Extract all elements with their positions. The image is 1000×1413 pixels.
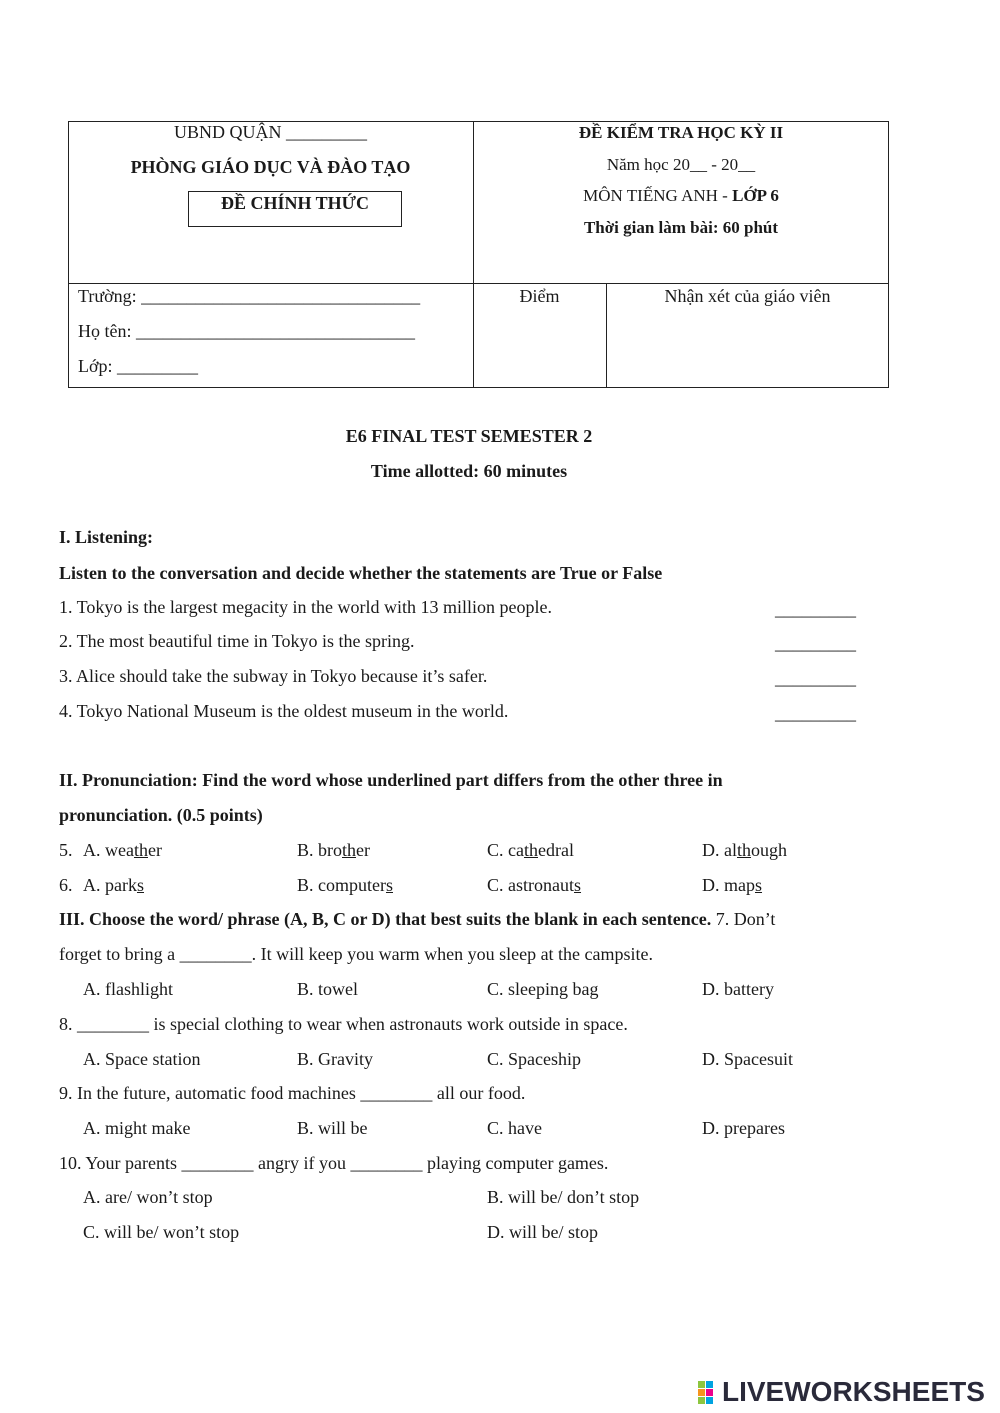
- q7-option-c[interactable]: C. sleeping bag: [487, 979, 599, 999]
- q5-number: 5.: [59, 840, 73, 860]
- logo-square-pink: [706, 1389, 713, 1396]
- listening-statement-3: 3. Alice should take the subway in Tokyo because it’s safer.: [59, 666, 488, 686]
- grammar-heading-line: [59, 909, 775, 930]
- district-line: UBND QUẬN _________: [174, 122, 367, 142]
- answer-blank-4[interactable]: _________: [775, 703, 856, 723]
- liveworksheets-watermark: LIVEWORKSHEETS: [722, 1376, 985, 1407]
- q5-option-d[interactable]: D. although: [702, 840, 788, 860]
- grammar-heading: III. Choose the word/ phrase (A, B, C or D) that best suits the blank in each sentence.: [59, 909, 712, 929]
- q7-option-a[interactable]: A. flashlight: [83, 979, 173, 999]
- test-time: Time allotted: 60 minutes: [370, 461, 568, 481]
- q6-option-a[interactable]: A. parks: [83, 875, 144, 895]
- student-class-field[interactable]: Lớp: _________: [78, 356, 199, 376]
- q8-text: 8. ________ is special clothing to wear when astronauts work outside in space.: [59, 1014, 628, 1034]
- logo-square-orange: [698, 1389, 705, 1396]
- q8-option-a[interactable]: A. Space station: [83, 1049, 201, 1069]
- q10-option-c[interactable]: C. will be/ won’t stop: [83, 1222, 240, 1242]
- q8-option-c[interactable]: C. Spaceship: [487, 1049, 581, 1069]
- q10-option-d[interactable]: D. will be/ stop: [487, 1222, 598, 1242]
- header-divider-row: [68, 283, 889, 284]
- score-label: Điểm: [519, 286, 560, 306]
- liveworksheets-logo-icon: [698, 1381, 722, 1405]
- q6-number: 6.: [59, 875, 73, 895]
- q9-option-d[interactable]: D. prepares: [702, 1118, 785, 1138]
- q7-start: 7. Don’t: [711, 909, 776, 929]
- subject-line: [473, 186, 889, 206]
- q8-option-b[interactable]: B. Gravity: [297, 1049, 373, 1069]
- q7-option-b[interactable]: B. towel: [297, 979, 358, 999]
- q6-option-b[interactable]: B. computers: [297, 875, 393, 895]
- q8-option-d[interactable]: D. Spacesuit: [702, 1049, 793, 1069]
- logo-square-blue: [706, 1381, 713, 1388]
- listening-statement-2: 2. The most beautiful time in Tokyo is the spring.: [59, 631, 415, 651]
- subject-grade: LỚP 6: [732, 186, 779, 205]
- q9-option-a[interactable]: A. might make: [83, 1118, 191, 1138]
- answer-blank-1[interactable]: _________: [775, 599, 856, 619]
- q10-text: 10. Your parents ________ angry if you ________ playing computer games.: [59, 1153, 609, 1173]
- answer-blank-3[interactable]: _________: [775, 668, 856, 688]
- listening-instruction: Listen to the conversation and decide whether the statements are True or False: [59, 563, 663, 583]
- listening-statement-1: 1. Tokyo is the largest megacity in the world with 13 million people.: [59, 597, 553, 617]
- student-school-field[interactable]: Trường: _______________________________: [78, 286, 421, 306]
- logo-square-green-2: [698, 1397, 705, 1404]
- exam-duration: Thời gian làm bài: 60 phút: [583, 218, 779, 237]
- test-title: E6 FINAL TEST SEMESTER 2: [345, 426, 593, 446]
- teacher-comment-label: Nhận xét của giáo viên: [664, 286, 831, 306]
- pronunciation-heading-1: II. Pronunciation: Find the word whose underlined part differs from the other three in: [59, 770, 723, 790]
- answer-blank-2[interactable]: _________: [775, 633, 856, 653]
- official-label: ĐỀ CHÍNH THỨC: [220, 193, 370, 213]
- logo-square-green: [698, 1381, 705, 1388]
- q9-option-b[interactable]: B. will be: [297, 1118, 368, 1138]
- listening-statement-4: 4. Tokyo National Museum is the oldest museum in the world.: [59, 701, 509, 721]
- subject-prefix: MÔN TIẾNG ANH -: [583, 186, 733, 205]
- q7-option-d[interactable]: D. battery: [702, 979, 774, 999]
- q6-option-c[interactable]: C. astronauts: [487, 875, 582, 895]
- q5-option-a[interactable]: A. weather: [83, 840, 162, 860]
- listening-heading: I. Listening:: [59, 527, 154, 547]
- pronunciation-heading-2: pronunciation. (0.5 points): [59, 805, 263, 825]
- q7-text: forget to bring a ________. It will keep you warm when you sleep at the campsite.: [59, 944, 654, 964]
- student-name-field[interactable]: Họ tên: _______________________________: [78, 321, 415, 341]
- q10-option-b[interactable]: B. will be/ don’t stop: [487, 1187, 640, 1207]
- q9-text: 9. In the future, automatic food machines ________ all our food.: [59, 1083, 526, 1103]
- q9-option-c[interactable]: C. have: [487, 1118, 542, 1138]
- q5-option-b[interactable]: B. brother: [297, 840, 370, 860]
- q6-option-d[interactable]: D. maps: [702, 875, 763, 895]
- school-year: Năm học 20__ - 20__: [606, 155, 756, 174]
- logo-square-blue-2: [706, 1397, 713, 1404]
- exam-title: ĐỀ KIỂM TRA HỌC KỲ II: [578, 123, 784, 142]
- q10-option-a[interactable]: A. are/ won’t stop: [83, 1187, 213, 1207]
- department-name: PHÒNG GIÁO DỤC VÀ ĐÀO TẠO: [130, 157, 411, 177]
- q5-option-c[interactable]: C. cathedral: [487, 840, 574, 860]
